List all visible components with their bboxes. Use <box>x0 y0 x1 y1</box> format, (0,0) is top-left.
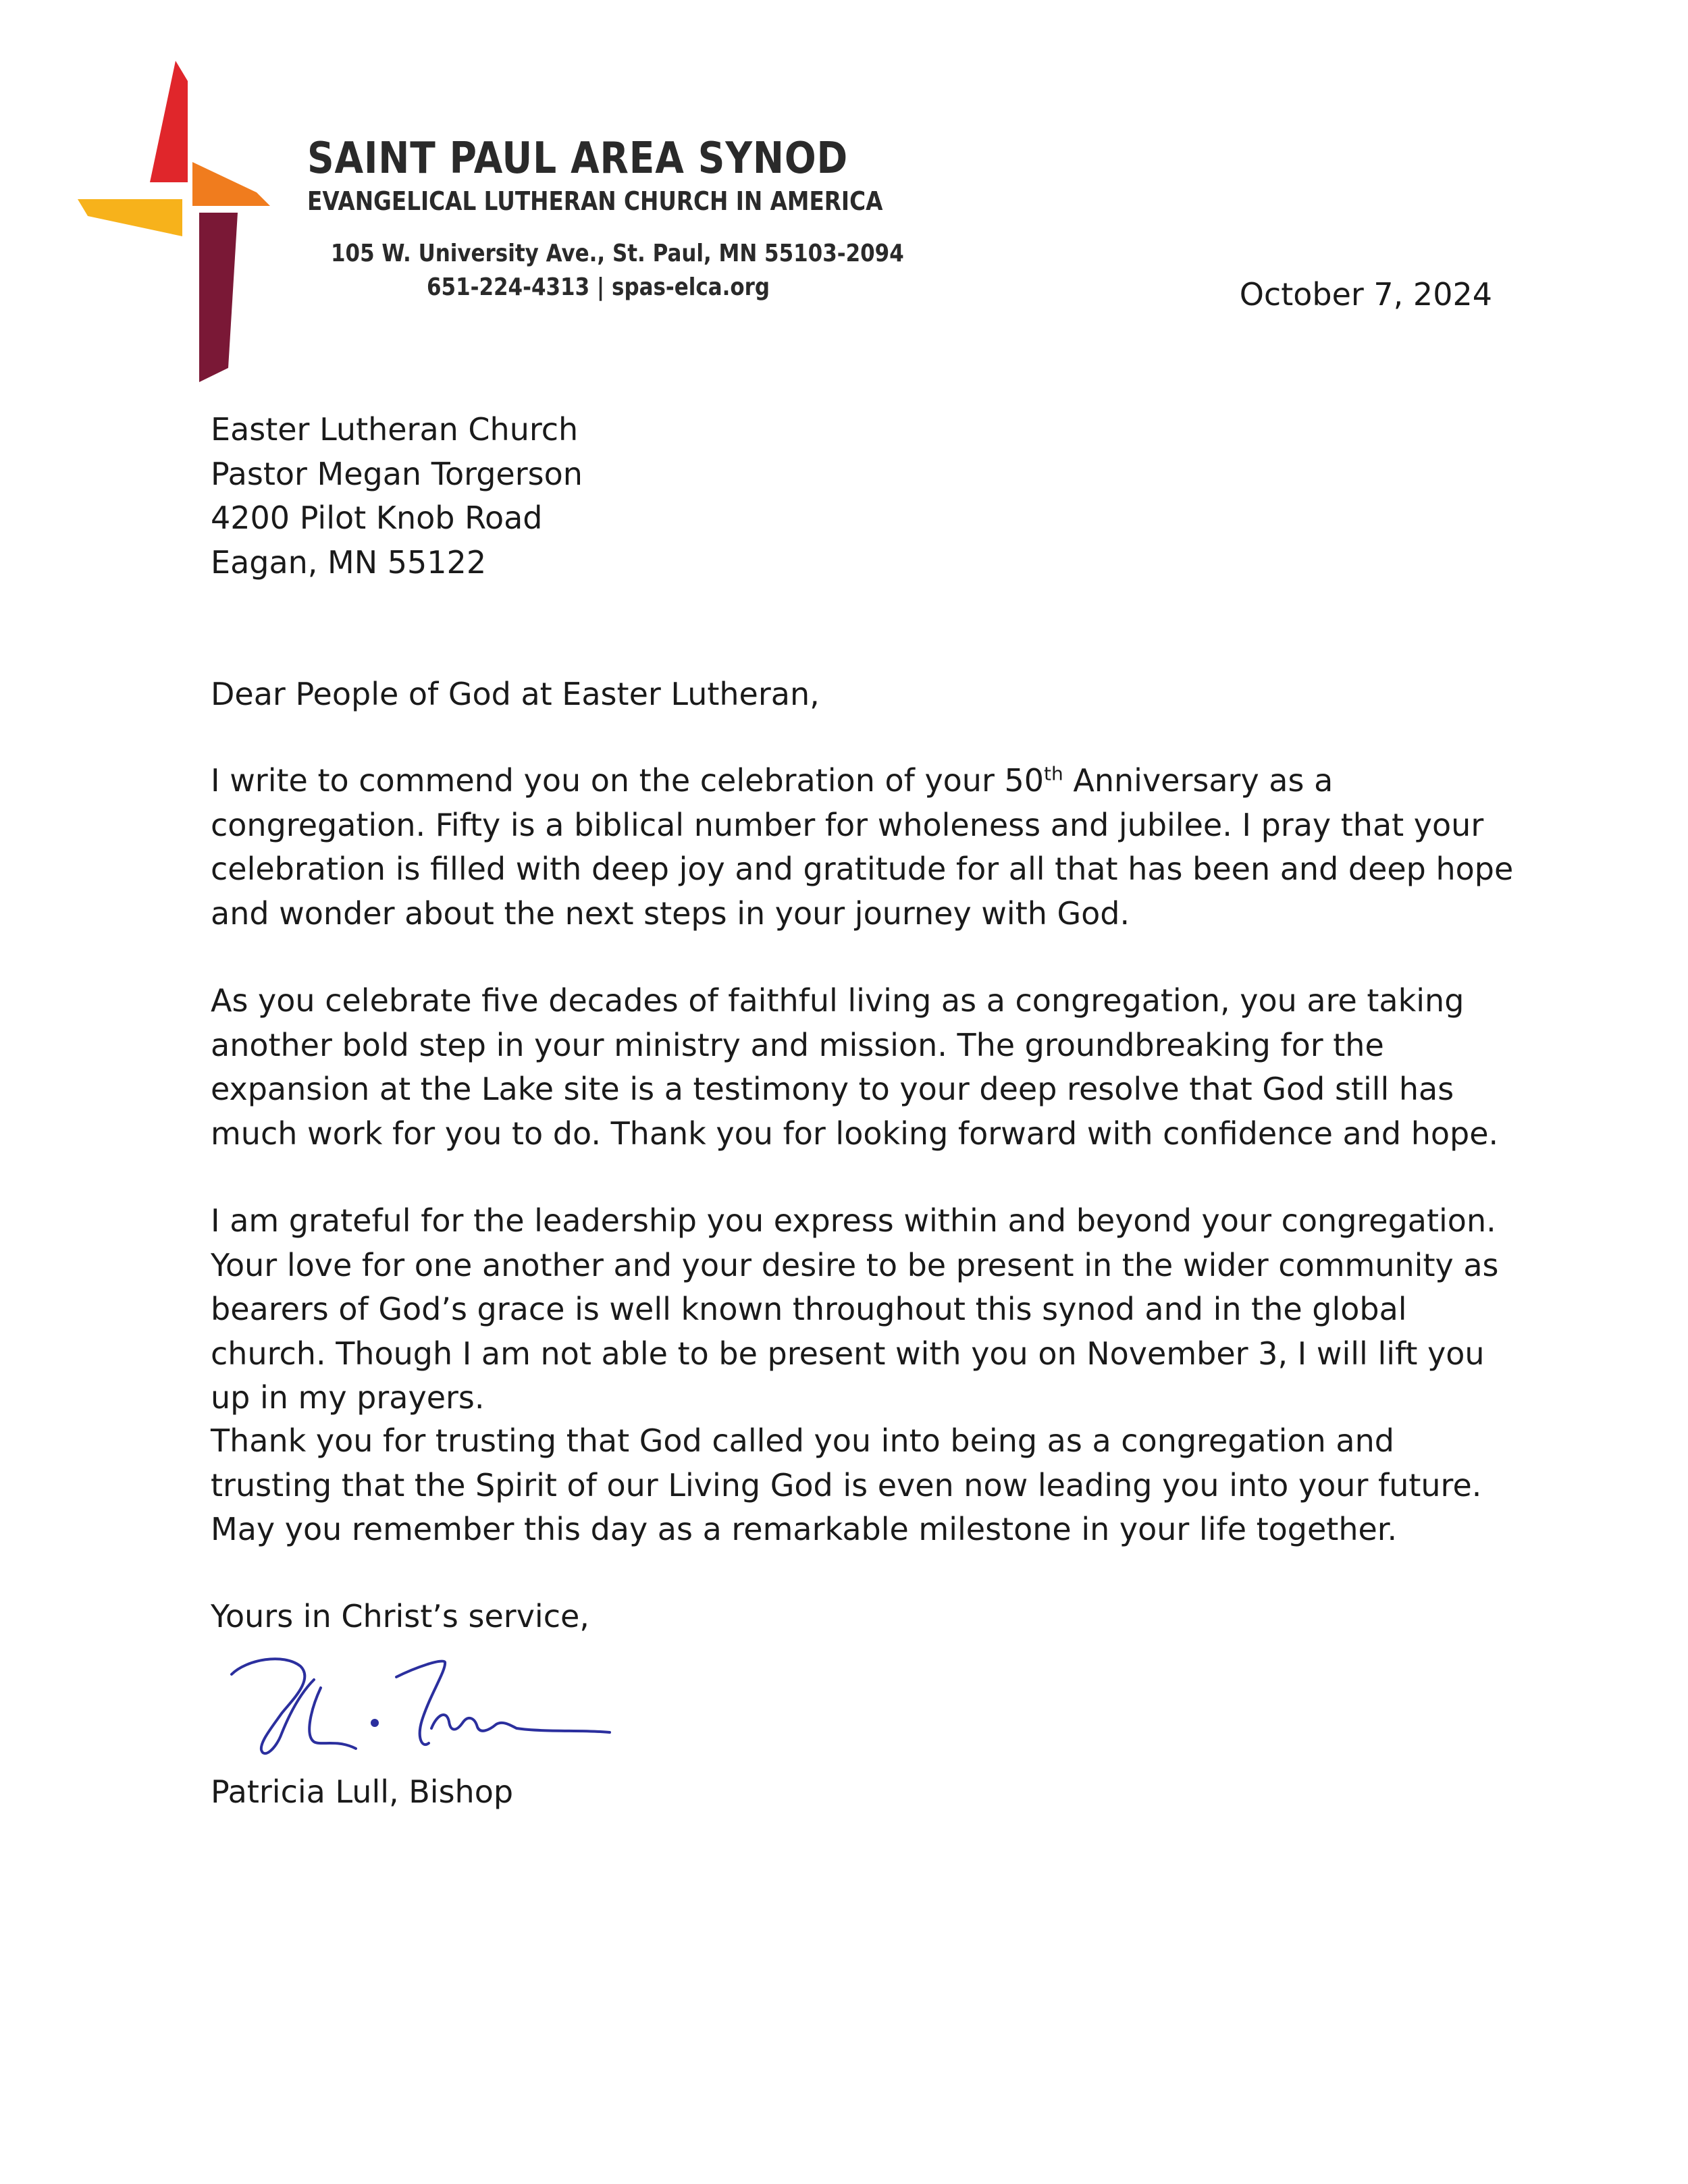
letterhead-org <box>307 135 915 216</box>
closing: Yours in Christ’s service, <box>211 1598 589 1634</box>
body-paragraph: As you celebrate five decades of faithful living as a congregation, you are taking another bold step in your ministry and mission. The groundbreaking for the expansion at the Lake site is a testimony to your deep resolve that God still has much work for you to do. Thank you for looking forward with confidence and hope. <box>211 982 1499 1152</box>
body-paragraph: Thank you for trusting that God called you into being as a congregation and trusting that the Spirit of our Living God is even now leading you into your future. May you remember this day as a remarkable milestone in your life together. <box>211 1422 1482 1547</box>
paragraph-text: Anniversary as a congregation. Fifty is a biblical number for wholeness and jubilee. I pray that your celebration is filled with deep joy and gratitude for all that has been and deep hope and wonder about the next steps in your journey with God. <box>211 762 1514 932</box>
org-subtitle: EVANGELICAL LUTHERAN CHURCH IN AMERICA <box>307 186 883 216</box>
org-website: spas-elca.org <box>612 273 770 301</box>
org-address: 105 W. University Ave., St. Paul, MN 55103-2094 <box>331 240 904 267</box>
salutation: Dear People of God at Easter Lutheran, <box>211 676 820 712</box>
logo-yellow-segment <box>78 199 182 236</box>
body-paragraph: I am grateful for the leadership you express within and beyond your congregation. Your love for one another and your desire to be present in the wider community as bearers of God’s grace is well known throughout this synod and in the global church. Though I am not able to be present with you on November 3, I will lift you up in my prayers. <box>211 1202 1499 1416</box>
recipient-line: Easter Lutheran Church <box>211 411 579 448</box>
recipient-line: 4200 Pilot Knob Road <box>211 500 543 536</box>
handwritten-signature <box>219 1647 611 1762</box>
logo-orange-segment <box>192 162 270 206</box>
paragraph-text: I write to commend you on the celebration of your 50 <box>211 762 1045 799</box>
cross-logo-icon <box>74 61 297 385</box>
superscript: th <box>1044 762 1063 785</box>
logo-maroon-segment <box>199 213 238 382</box>
logo-red-segment <box>150 61 188 182</box>
org-contact <box>427 271 770 304</box>
signer-name: Patricia Lull, Bishop <box>211 1774 514 1810</box>
recipient-address <box>211 408 583 585</box>
body-paragraph <box>211 759 1514 936</box>
letter-date: October 7, 2024 <box>1239 276 1492 313</box>
org-phone: 651-224-4313 <box>427 273 590 301</box>
org-separator: | <box>596 273 605 301</box>
org-name: SAINT PAUL AREA SYNOD <box>307 134 849 184</box>
recipient-line: Eagan, MN 55122 <box>211 543 487 581</box>
recipient-line: Pastor Megan Torgerson <box>211 455 583 492</box>
